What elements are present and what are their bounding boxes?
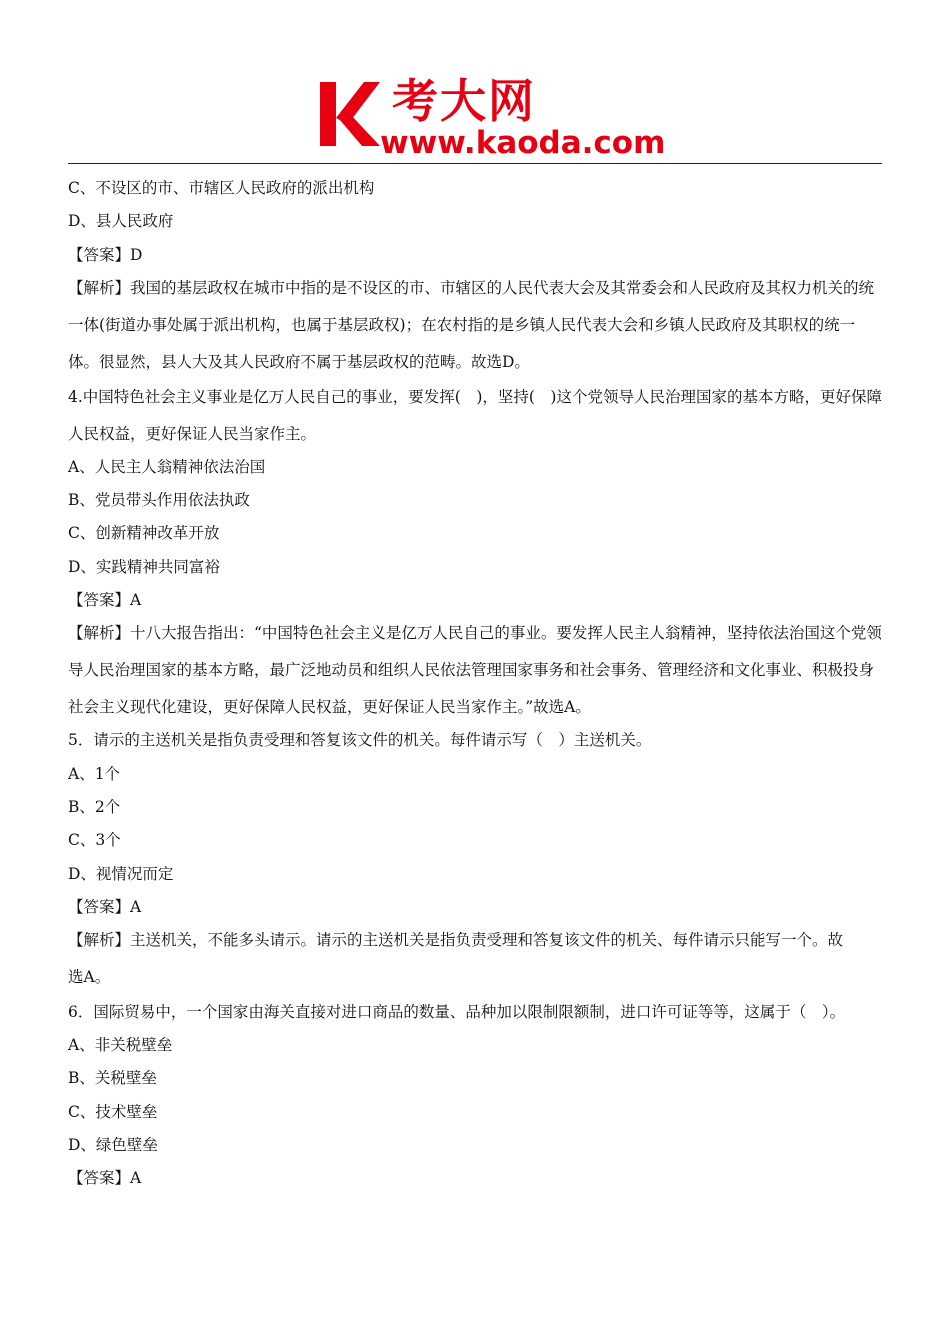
header-divider [68, 163, 882, 164]
option-b: B、2个 [68, 797, 121, 816]
option-c: C、创新精神改革开放 [68, 524, 220, 543]
option-d: D、视情况而定 [68, 864, 174, 883]
document-body [68, 172, 882, 1196]
question-4: 4.中国特色社会主义事业是亿万人民自己的事业，要发挥( )，坚持( )这个党领导人民治理国家的基本方略，更好保障人民权益，更好保证人民当家作主。 [68, 387, 882, 443]
option-c: C、不设区的市、市辖区人民政府的派出机构 [68, 179, 375, 197]
option-a: A、1个 [68, 764, 121, 783]
option-b: B、党员带头作用依法执政 [68, 491, 250, 510]
option-d: D、县人民政府 [68, 212, 174, 231]
question-6: 6．国际贸易中，一个国家由海关直接对进口商品的数量、品种加以限制限额制，进口许可证等等，这属于（ ）。 [68, 1003, 846, 1022]
explanation: 【解析】主送机关，不能多头请示。请示的主送机关是指负责受理和答复该文件的机关、每件请示只能写一个。故选A。 [68, 931, 844, 987]
option-a: A、非关税壁垒 [68, 1036, 173, 1055]
page-header [0, 0, 950, 166]
option-c: C、3个 [68, 831, 121, 850]
option-a: A、人民主人翁精神依法治国 [68, 457, 266, 476]
explanation: 【解析】十八大报告指出：“中国特色社会主义是亿万人民自己的事业。要发挥人民主人翁精神，坚持依法治国这个党领导人民治理国家的基本方略，最广泛地动员和组织人民依法管理国家事务和社会事务、管理经济和文化事业、积极投身社会主义现代化建设，更好保障人民权益，更好保证人民当家作主。”故选A。 [68, 624, 882, 717]
logo-k-icon [318, 80, 382, 148]
explanation: 【解析】我国的基层政权在城市中指的是不设区的市、市辖区的人民代表大会及其常委会和人民政府及其权力机关的统一体(街道办事处属于派出机构，也属于基层政权)；在农村指的是乡镇人民代表大会和乡镇人民政府及其职权的统一体。很显然，县人大及其人民政府不属于基层政权的范畴。故选D。 [68, 278, 875, 371]
answer: 【答案】A [68, 1169, 142, 1188]
option-d: D、实践精神共同富裕 [68, 557, 220, 576]
option-c: C、技术壁垒 [68, 1102, 158, 1121]
logo-url-text: www.kaoda.com [380, 125, 666, 161]
question-5: 5．请示的主送机关是指负责受理和答复该文件的机关。每件请示写（ ）主送机关。 [68, 731, 652, 750]
answer: 【答案】D [68, 245, 143, 264]
option-d: D、绿色壁垒 [68, 1136, 158, 1155]
logo-chinese-text: 考大网 [392, 74, 536, 128]
option-b: B、关税壁垒 [68, 1069, 157, 1088]
answer: 【答案】A [68, 591, 142, 610]
answer: 【答案】A [68, 897, 142, 916]
